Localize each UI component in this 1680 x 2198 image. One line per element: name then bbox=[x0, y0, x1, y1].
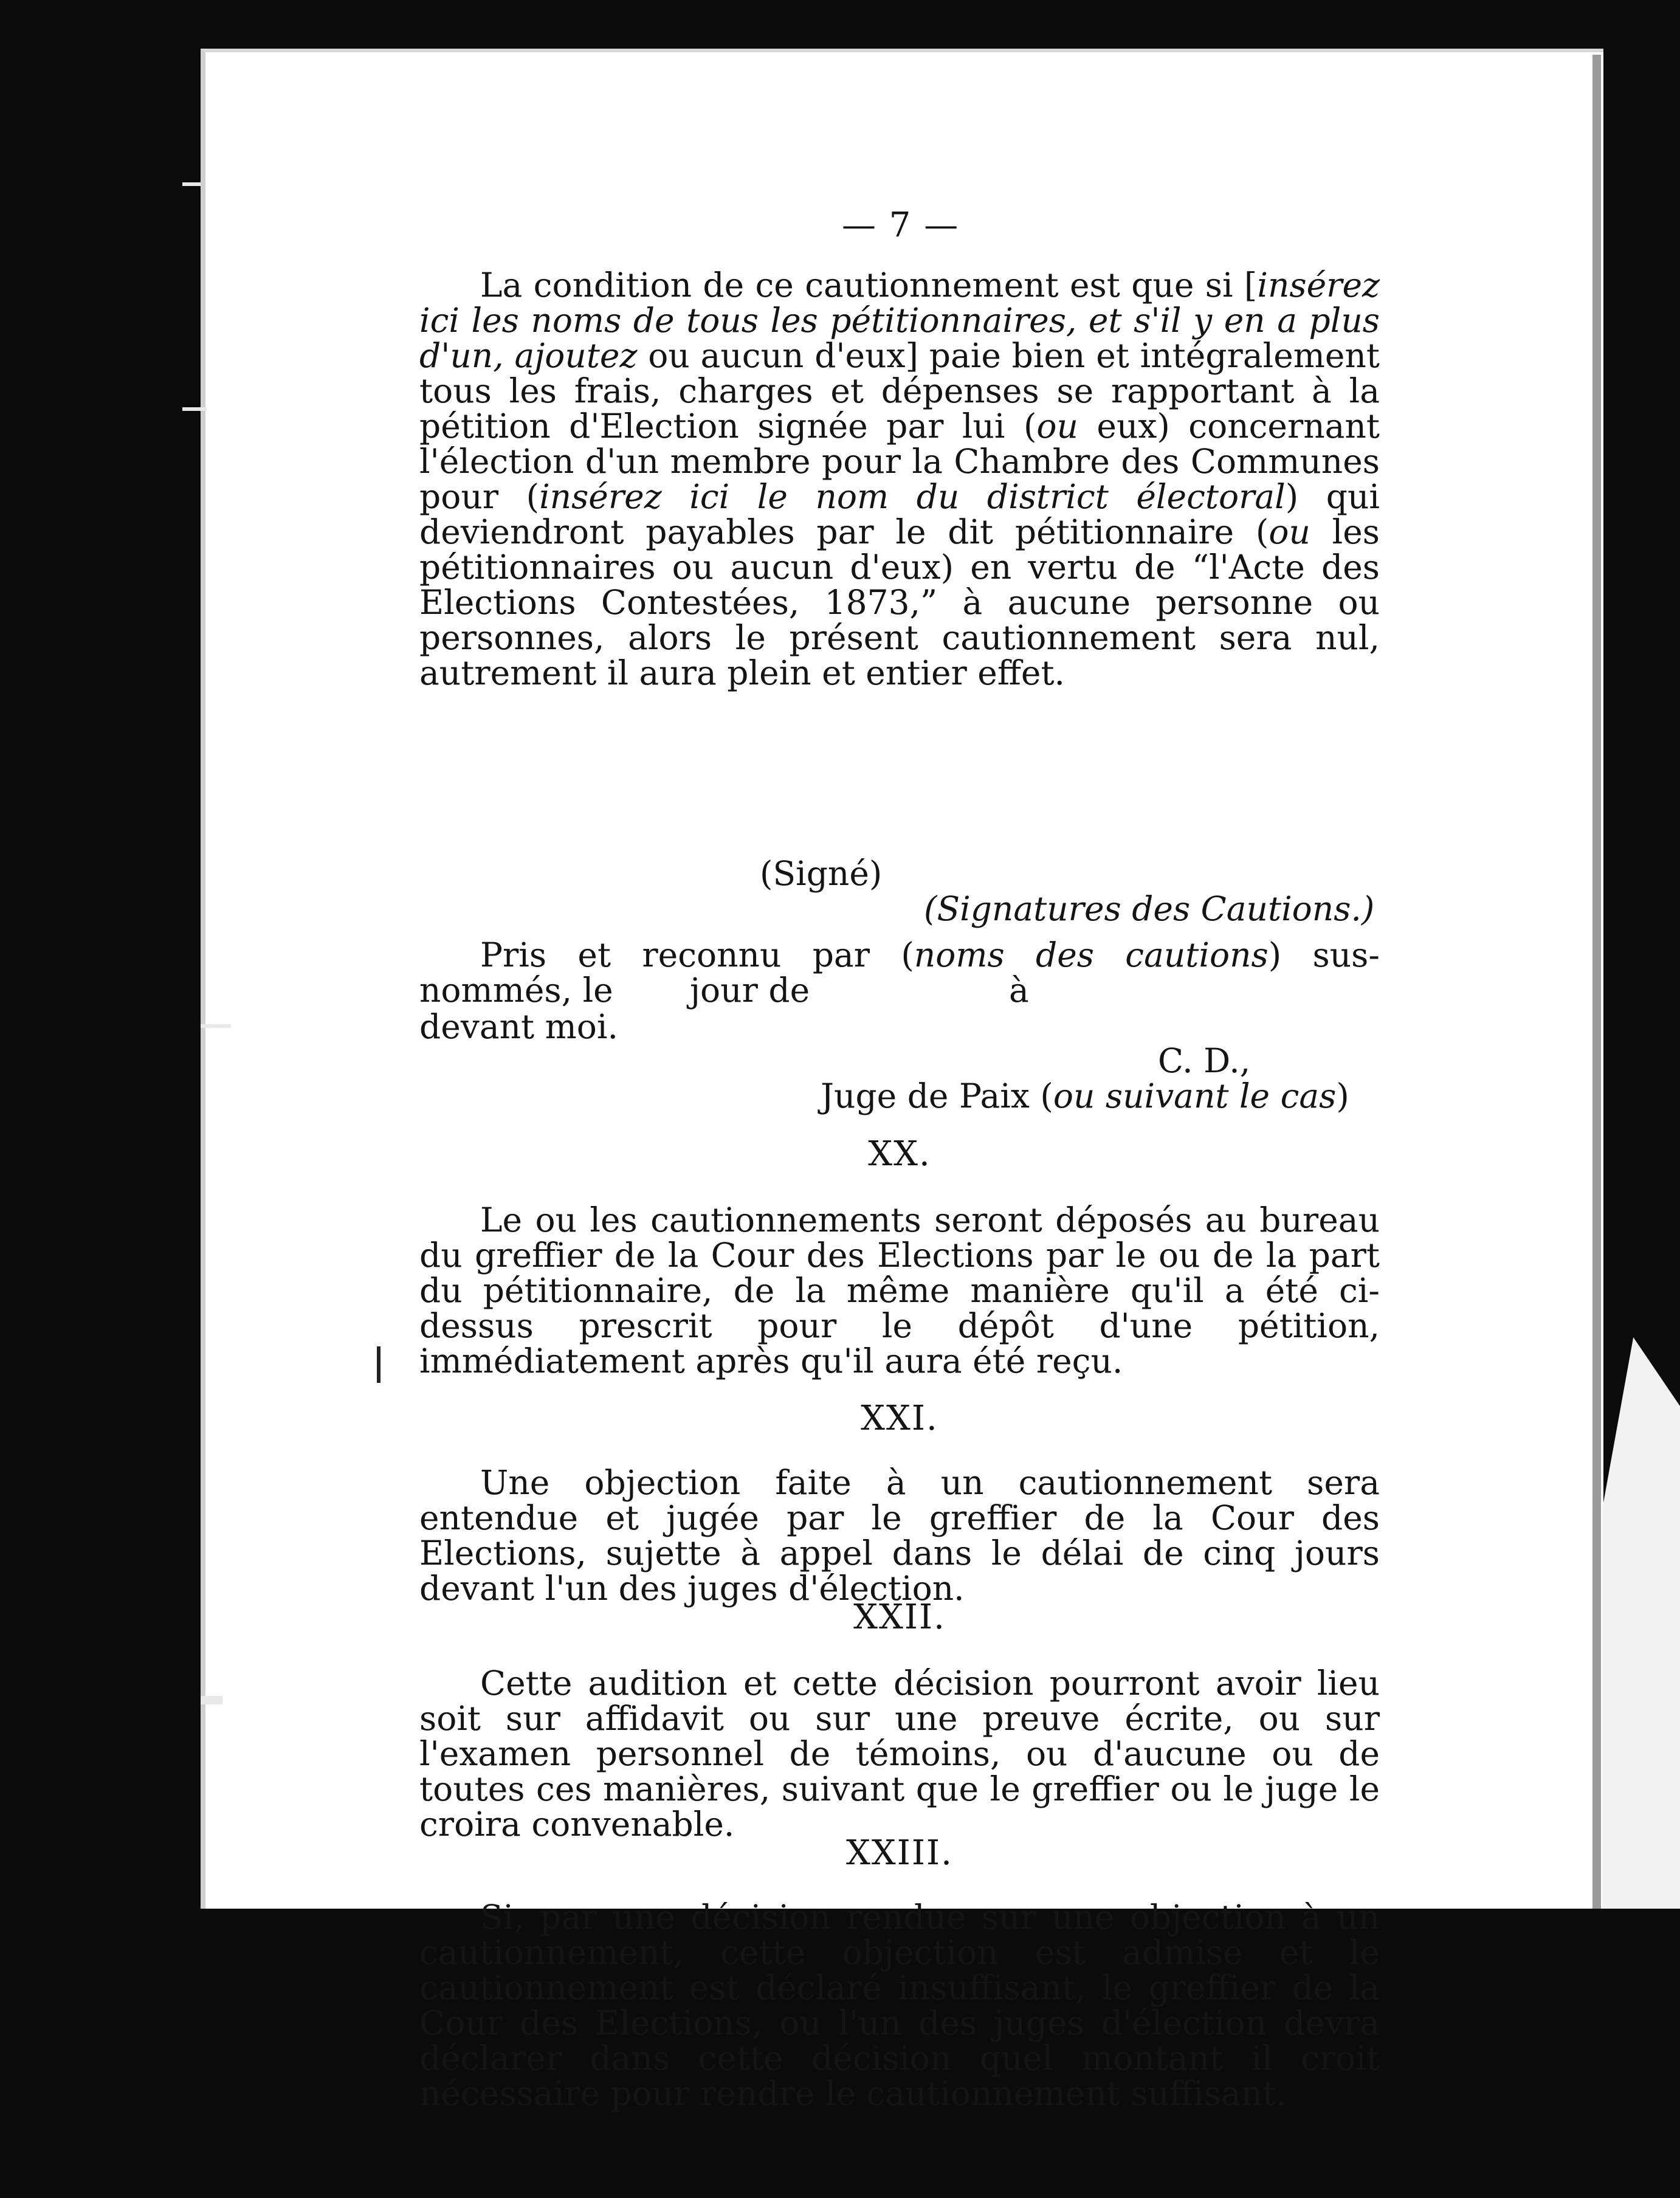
section-text: Cette audition et cette décision pourront avoir lieu soit sur affidavit ou sur une preuve écrite, ou sur l'examen personnel de témoins, ou d'aucune ou de toutes ces manières, suivant que le greffier ou le juge le croira convenable. bbox=[419, 1664, 1380, 1844]
justice-of-peace: Juge de Paix (ou suivant le cas) bbox=[821, 1077, 1349, 1115]
sureties-signatures: (Signatures des Cautions.) bbox=[924, 889, 1375, 928]
bond-condition-paragraph: La condition de ce cautionnement est que si [insérez ici les noms de tous les pétitionnaires, et s'il y en a plus d'un, ajoutez ou aucun d'eux] paie bien et intégralement tous les frais, charges et dépenses se rapportant à la pétition d'Election signée par lui (ou eux) concernant l'élection d'un membre pour la Chambre des Communes pour (insérez ici le nom du district électoral) qui deviendront payables par le dit pétitionnaire (ou les pétitionnaires ou aucun d'eux) en vertu de “l'Acte des Elections Contestées, 1873,” à aucune personne ou personnes, alors le présent cautionnement sera nul, autrement il aura plein et entier effet. bbox=[419, 266, 1380, 692]
margin-mark bbox=[182, 407, 207, 411]
margin-mark bbox=[182, 182, 201, 186]
margin-mark bbox=[377, 1346, 380, 1383]
section-heading: XXI. bbox=[861, 1399, 938, 1438]
section-text: Une objection faite à un cautionnement sera entendue et jugée par le greffier de la Cour des Elections, sujette à appel dans le délai de cinq jours devant l'un des juges d'élection. bbox=[419, 1463, 1380, 1608]
section-heading: XXIII. bbox=[846, 1833, 953, 1873]
margin-mark bbox=[201, 1024, 231, 1028]
page-edge-shadow bbox=[1592, 55, 1601, 1915]
jour-de-label: jour de bbox=[690, 971, 810, 1010]
section-heading: XX. bbox=[868, 1134, 931, 1174]
signed-label: (Signé) bbox=[760, 854, 883, 893]
cd-signature: C. D., bbox=[1158, 1041, 1251, 1080]
section-text: Le ou les cautionnements seront déposés au bureau du greffier de la Cour des Elections par le ou de la part du pétitionnaire, de la même manière qu'il a été ci-dessus prescrit pour le dépôt d'une pétition, immédiatement après qu'il aura été reçu. bbox=[419, 1201, 1380, 1380]
section-text: Si, par une décision rendue sur une objection à un cautionnement, cette objection est admise et le cautionnement est déclaré insuffisant, le greffier de la Cour des Elections, ou l'un des juges d'élection devra déclarer dans cette décision quel montant il croit nécessaire pour rendre le cautionnement suffisant. bbox=[419, 1898, 1380, 2113]
margin-mark bbox=[201, 1696, 222, 1704]
page-number: — 7 — bbox=[842, 205, 960, 245]
acknowledgement-paragraph: Pris et reconnu par (noms des cautions) sus-nommés, le bbox=[419, 935, 1380, 1010]
section-heading: XXII. bbox=[853, 1597, 946, 1637]
a-label: à bbox=[1009, 971, 1029, 1010]
devant-moi: devant moi. bbox=[419, 1007, 618, 1046]
